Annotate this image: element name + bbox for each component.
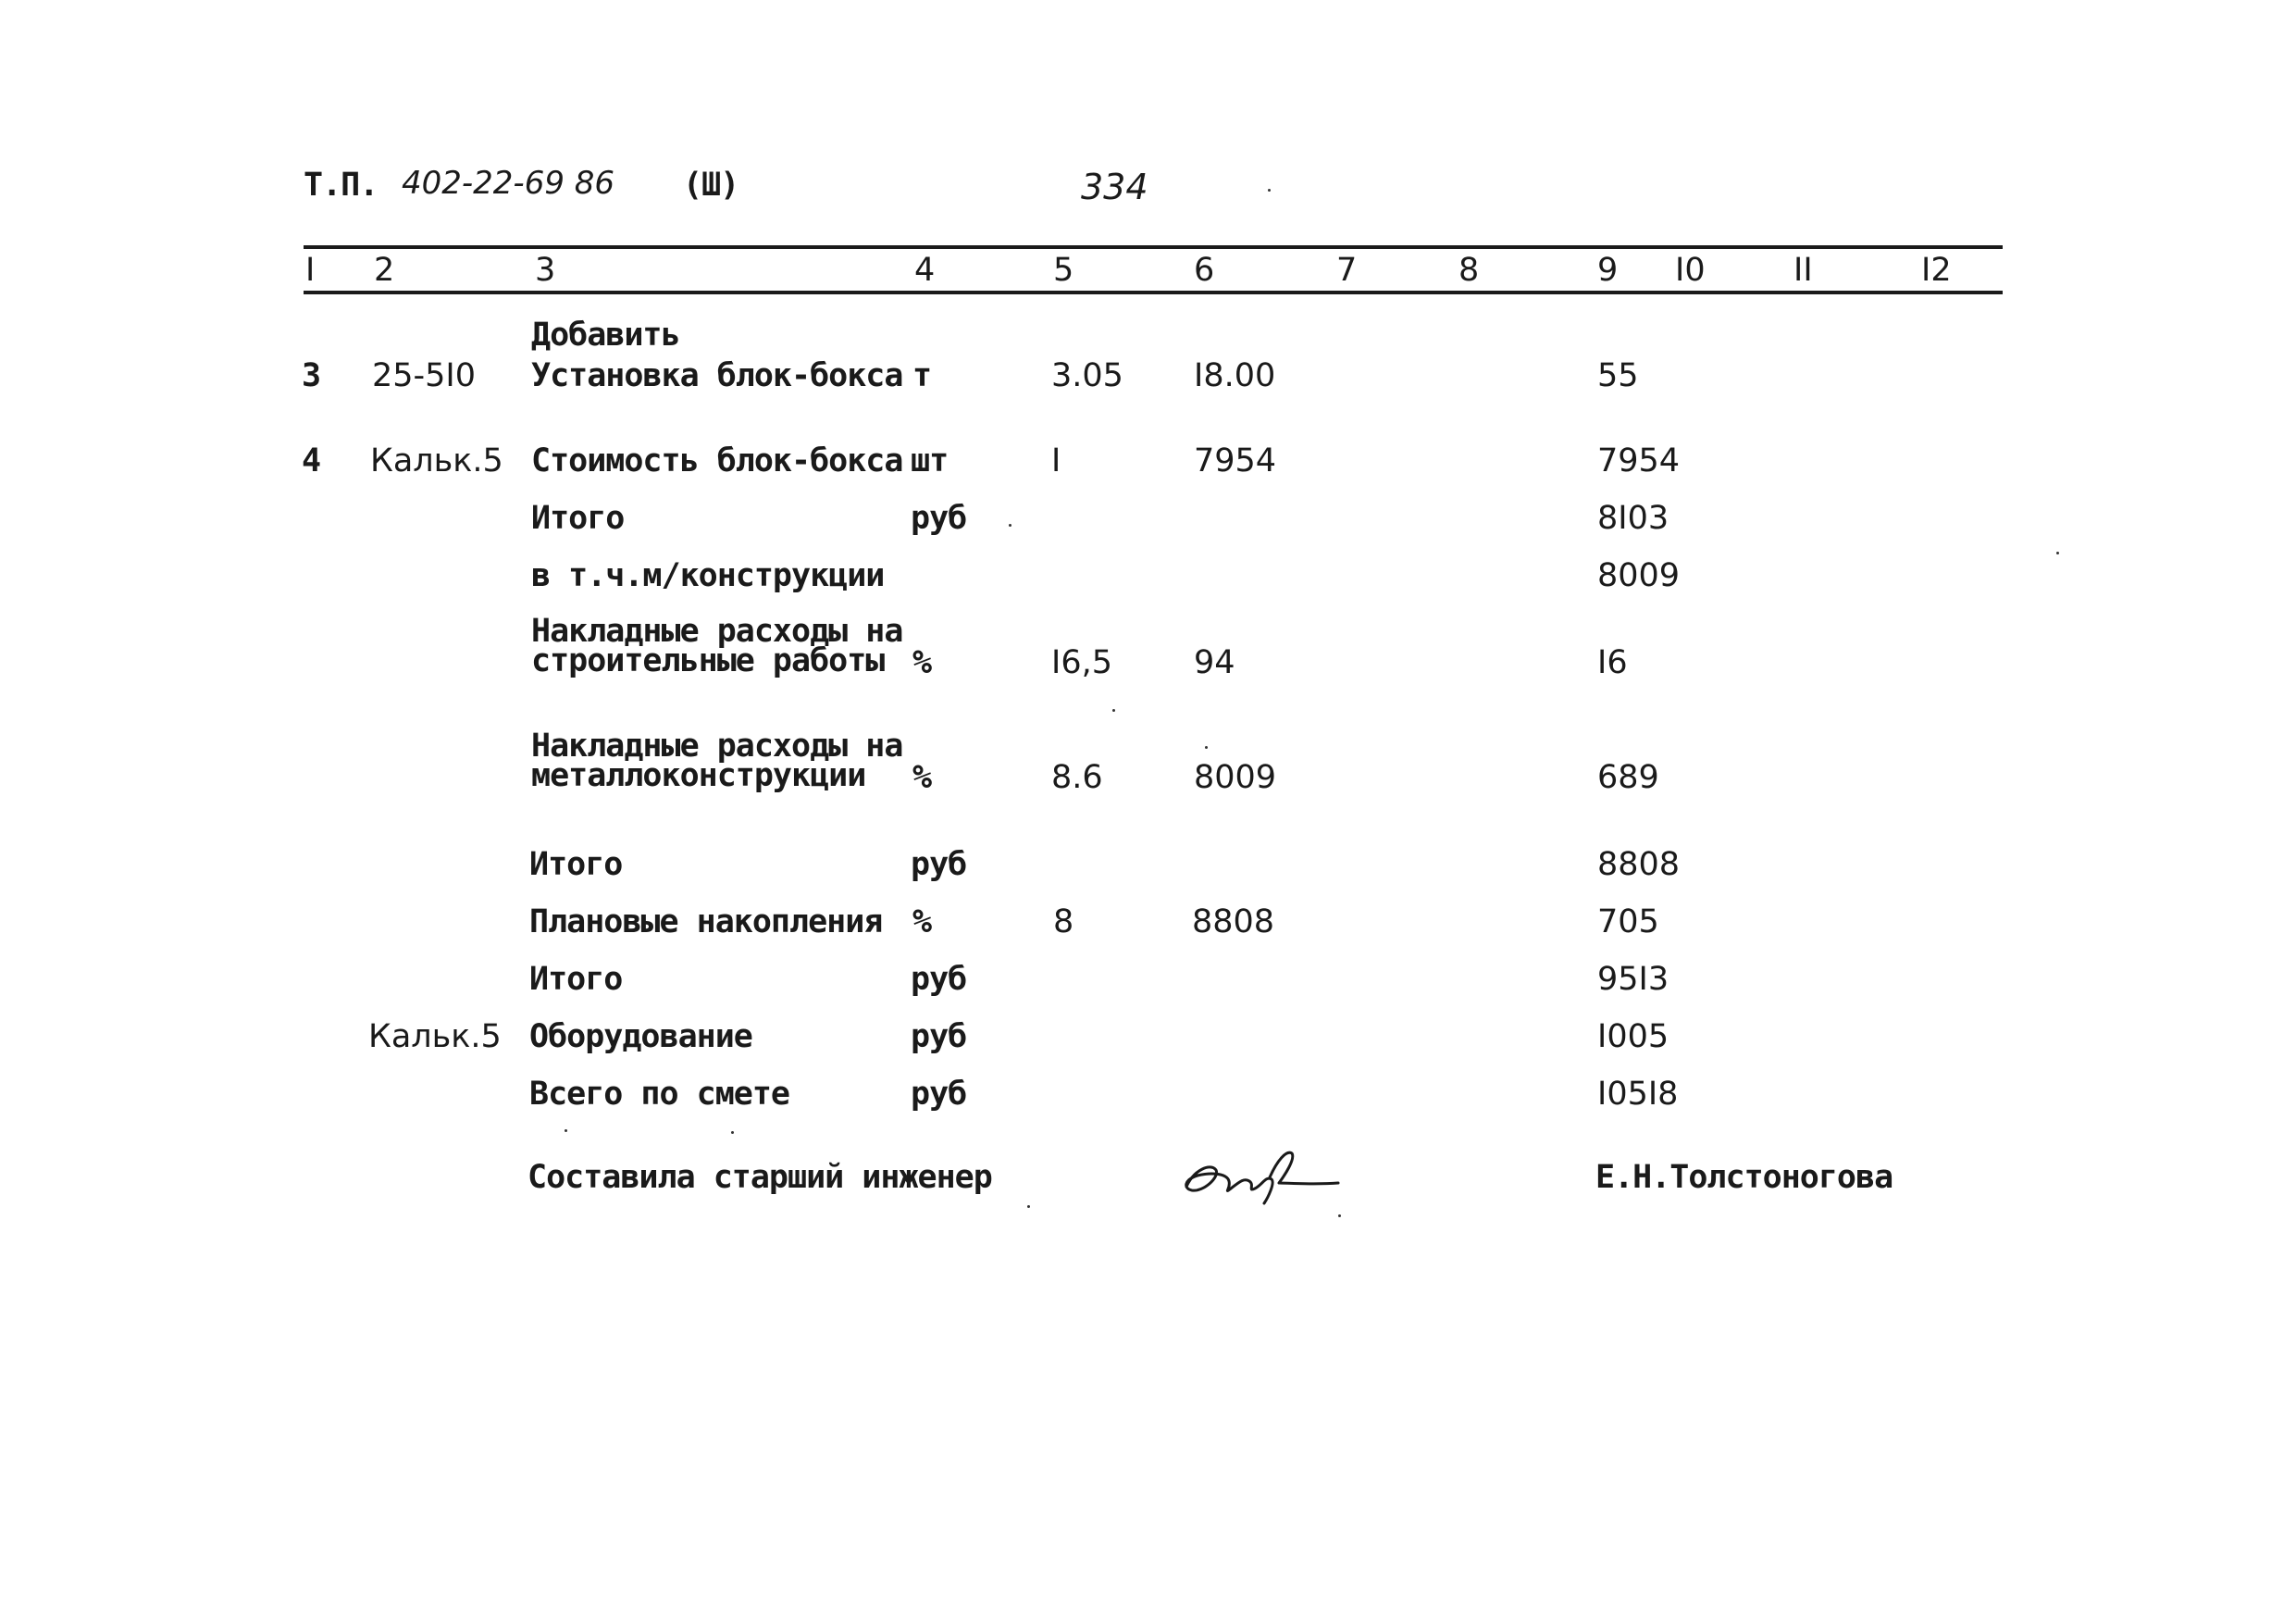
row-total: 8009 (1597, 557, 1681, 594)
row-price: 8808 (1192, 903, 1275, 940)
part-label: (Ш) (683, 167, 739, 204)
project-number: 402-22-69 86 (402, 165, 615, 202)
scan-speck (731, 1131, 734, 1134)
row-price: 8009 (1194, 759, 1277, 796)
row-total: I05I8 (1597, 1076, 1679, 1113)
scan-speck (565, 1129, 567, 1132)
row-price: 94 (1194, 644, 1235, 681)
row-unit: руб (911, 1018, 967, 1055)
row-description: Плановые накопления (529, 903, 883, 940)
row-description: Стоимость блок-бокса (531, 442, 903, 479)
row-description: Оборудование (529, 1018, 752, 1055)
row-description-line: строительные работы (531, 642, 885, 679)
row-total: 705 (1597, 903, 1659, 940)
column-header: I2 (1921, 252, 1952, 289)
column-header: 9 (1597, 252, 1619, 289)
row-description: в т.ч.м/конструкции (531, 557, 885, 594)
scan-speck (1205, 746, 1208, 749)
row-quantity: 3.05 (1051, 357, 1123, 394)
row-unit: руб (911, 1076, 967, 1113)
column-header: II (1793, 252, 1813, 289)
row-total: 8I03 (1597, 500, 1669, 537)
row-code: 25-5I0 (372, 357, 477, 394)
column-header: 5 (1053, 252, 1074, 289)
row-quantity: 8.6 (1051, 759, 1103, 796)
row-description-line: Накладные расходы на (531, 613, 903, 650)
table-top-rule (304, 245, 2003, 249)
signature (1175, 1142, 1342, 1207)
row-unit: % (912, 644, 932, 681)
row-unit: руб (911, 846, 967, 883)
row-total: 55 (1597, 357, 1639, 394)
column-header: 8 (1458, 252, 1480, 289)
row-description: Итого (529, 846, 623, 883)
column-header: 7 (1336, 252, 1358, 289)
row-price: I8.00 (1194, 357, 1276, 394)
row-price: 7954 (1194, 442, 1277, 479)
column-header: 6 (1194, 252, 1215, 289)
row-total: I6 (1597, 644, 1628, 681)
page-number: 334 (1081, 167, 1148, 207)
row-description (531, 728, 903, 794)
row-description: Всего по смете (529, 1076, 790, 1113)
row-quantity: I6,5 (1051, 644, 1112, 681)
row-description: Добавить (531, 317, 680, 354)
row-quantity: 8 (1053, 903, 1074, 940)
row-description: Установка блок-бокса (531, 357, 903, 394)
scan-speck (1268, 189, 1271, 192)
row-description: Итого (529, 961, 623, 998)
column-header: 2 (374, 252, 395, 289)
column-header: 3 (535, 252, 556, 289)
row-description (531, 613, 903, 679)
row-description: Итого (531, 500, 625, 537)
scan-speck (1027, 1205, 1030, 1208)
row-unit: % (912, 759, 932, 796)
row-total: 689 (1597, 759, 1659, 796)
table-header-rule (304, 291, 2003, 294)
row-total: 7954 (1597, 442, 1681, 479)
row-unit: % (912, 903, 932, 940)
row-code: Кальк.5 (368, 1018, 502, 1055)
column-header: I0 (1675, 252, 1706, 289)
row-unit: руб (911, 961, 967, 998)
row-total: 8808 (1597, 846, 1681, 883)
column-header: I (305, 252, 316, 289)
row-code: Кальк.5 (370, 442, 503, 479)
row-total: I005 (1597, 1018, 1669, 1055)
tp-label: Т.П. (304, 167, 379, 204)
row-unit: руб (911, 500, 967, 537)
compiled-by-label: Составила старший инженер (527, 1159, 992, 1196)
row-number: 4 (302, 442, 321, 479)
scan-speck (1338, 1214, 1341, 1217)
row-quantity: I (1051, 442, 1061, 479)
row-number: 3 (302, 357, 321, 394)
column-header: 4 (914, 252, 936, 289)
row-description-line: металлоконструкции (531, 757, 866, 794)
signer-name: Е.Н.Толстоногова (1595, 1159, 1893, 1196)
row-total: 95I3 (1597, 961, 1669, 998)
scan-speck (1009, 524, 1011, 527)
scan-speck (1112, 709, 1115, 712)
row-unit: шт (911, 442, 949, 479)
row-unit: т (912, 357, 932, 394)
scan-speck (2056, 552, 2059, 554)
row-description-line: Накладные расходы на (531, 728, 903, 765)
